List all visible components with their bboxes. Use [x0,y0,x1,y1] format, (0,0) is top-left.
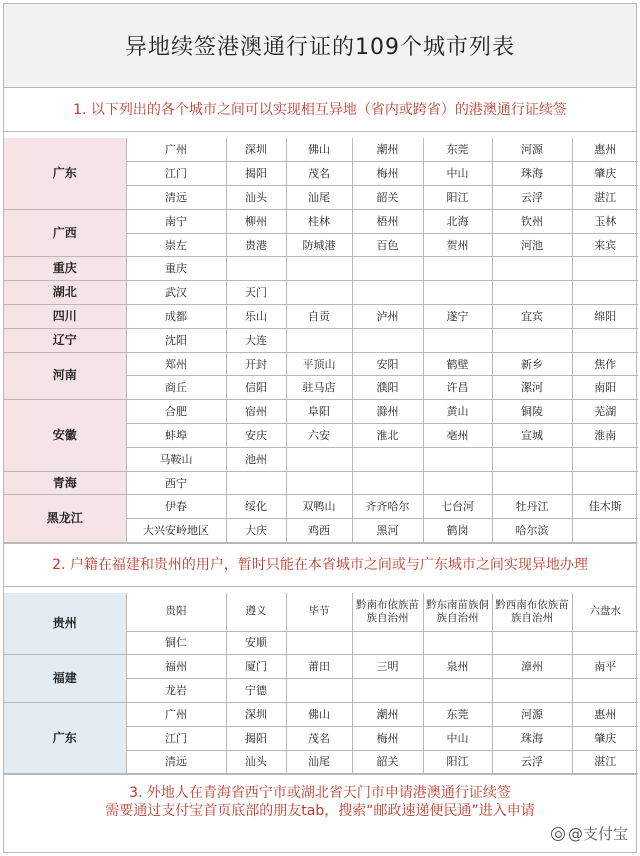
city-cell: 南阳 [572,376,638,400]
city-cell: 河源 [492,702,572,726]
city-cell [572,679,638,703]
city-cell: 商丘 [126,376,226,400]
table-row [4,593,638,631]
city-cell [423,471,492,495]
city-cell: 清远 [126,750,226,774]
city-cell: 伊春 [126,495,226,519]
city-cell [492,257,572,281]
city-cell: 西宁 [126,471,226,495]
city-list-document [3,3,637,853]
city-cell: 绵阳 [572,305,638,329]
province-cell: 广东 [4,702,126,773]
table-row [4,495,638,519]
table-row [4,471,638,495]
city-cell: 宣城 [492,424,572,448]
city-cell [352,281,423,305]
city-cell: 韶关 [352,750,423,774]
city-cell: 崇左 [126,233,226,257]
city-cell: 宿州 [226,400,286,424]
table-row [4,655,638,679]
table-row [4,138,638,162]
city-cell: 成都 [126,305,226,329]
city-cell: 铜仁 [126,631,226,655]
city-cell: 佳木斯 [572,495,638,519]
city-cell [572,281,638,305]
city-cell: 桂林 [286,209,352,233]
city-cell: 来宾 [572,233,638,257]
city-cell: 韶关 [352,186,423,210]
city-cell: 贵港 [226,233,286,257]
city-cell: 蚌埠 [126,424,226,448]
city-cell [572,257,638,281]
city-cell: 泉州 [423,655,492,679]
city-cell: 天门 [226,281,286,305]
province-cell: 黑龙江 [4,495,126,543]
fujian-guizhou-city-table [4,593,638,774]
city-cell: 深圳 [226,138,286,162]
city-cell: 合肥 [126,400,226,424]
city-cell: 黔南布依族苗族自治州 [352,593,423,631]
table-row [4,305,638,329]
city-cell: 百色 [352,233,423,257]
table-row [4,257,638,281]
city-cell: 黔东南苗族侗族自治州 [423,593,492,631]
city-cell: 郑州 [126,352,226,376]
city-cell: 梅州 [352,726,423,750]
province-cell: 湖北 [4,281,126,305]
city-cell: 许昌 [423,376,492,400]
watermark-text: @支付宝 [567,825,628,843]
city-cell: 汕尾 [286,186,352,210]
city-cell: 阳江 [423,750,492,774]
city-cell [352,679,423,703]
city-cell: 三明 [352,655,423,679]
city-cell: 黄山 [423,400,492,424]
city-cell [423,328,492,352]
province-cell: 福建 [4,655,126,703]
city-cell: 福州 [126,655,226,679]
city-cell: 池州 [226,447,286,471]
city-cell: 佛山 [286,702,352,726]
city-cell: 揭阳 [226,162,286,186]
city-cell [226,257,286,281]
city-cell [286,257,352,281]
city-cell: 梅州 [352,162,423,186]
city-cell: 黑河 [352,519,423,543]
note-2: 2. 户籍在福建和贵州的用户，暂时只能在本省城市之间或与广东城市之间实现异地办理 [4,543,636,587]
city-cell: 宜宾 [492,305,572,329]
province-cell: 重庆 [4,257,126,281]
city-cell: 钦州 [492,209,572,233]
city-cell: 阳江 [423,186,492,210]
city-cell: 遂宁 [423,305,492,329]
city-cell: 江门 [126,162,226,186]
city-cell [423,257,492,281]
city-cell: 河源 [492,138,572,162]
city-cell [423,631,492,655]
city-cell: 阜阳 [286,400,352,424]
city-cell: 贺州 [423,233,492,257]
city-cell: 鹤岗 [423,519,492,543]
table-row [4,281,638,305]
city-cell: 惠州 [572,138,638,162]
city-cell [492,679,572,703]
city-cell: 潮州 [352,702,423,726]
note-1: 1. 以下列出的各个城市之间可以实现相互异地（省内或跨省）的港澳通行证续签 [4,88,636,132]
city-cell [286,471,352,495]
city-cell: 驻马店 [286,376,352,400]
city-cell: 安庆 [226,424,286,448]
city-cell: 武汉 [126,281,226,305]
city-cell [423,679,492,703]
city-cell: 茂名 [286,726,352,750]
city-cell: 芜湖 [572,400,638,424]
weibo-icon [551,827,565,841]
note-3-line-1: 3. 外地人在青海省西宁市或湖北省天门市申请港澳通行证续签 [129,784,511,801]
city-cell: 贵阳 [126,593,226,631]
province-cell: 贵州 [4,593,126,655]
city-cell: 毕节 [286,593,352,631]
city-cell: 汕头 [226,186,286,210]
table-row [4,209,638,233]
note-3-line-2: 需要通过支付宝首页底部的朋友tab，搜索“邮政速递便民通”进入申请 [105,802,535,819]
city-cell: 鹤壁 [423,352,492,376]
city-cell: 新乡 [492,352,572,376]
city-cell: 六盘水 [572,593,638,631]
city-cell [492,328,572,352]
city-cell: 潮州 [352,138,423,162]
city-cell [423,281,492,305]
city-cell [286,679,352,703]
city-cell [286,447,352,471]
city-cell [572,519,638,543]
city-cell: 东莞 [423,138,492,162]
city-cell: 宁德 [226,679,286,703]
city-cell: 牡丹江 [492,495,572,519]
city-cell: 大兴安岭地区 [126,519,226,543]
city-cell: 汕头 [226,750,286,774]
province-cell: 广东 [4,138,126,209]
province-cell: 安徽 [4,400,126,471]
province-cell: 辽宁 [4,328,126,352]
city-cell: 清远 [126,186,226,210]
city-cell: 平顶山 [286,352,352,376]
city-cell [286,631,352,655]
city-cell: 佛山 [286,138,352,162]
city-cell: 漯河 [492,376,572,400]
city-cell [572,447,638,471]
city-cell: 铜陵 [492,400,572,424]
city-cell: 淮北 [352,424,423,448]
city-cell: 沈阳 [126,328,226,352]
city-cell: 肇庆 [572,726,638,750]
city-cell: 马鞍山 [126,447,226,471]
city-cell: 安顺 [226,631,286,655]
city-cell [423,447,492,471]
city-cell: 广州 [126,702,226,726]
city-cell: 南宁 [126,209,226,233]
city-cell: 亳州 [423,424,492,448]
city-cell [572,328,638,352]
city-cell [492,631,572,655]
city-cell: 湛江 [572,750,638,774]
city-cell: 柳州 [226,209,286,233]
city-cell: 河池 [492,233,572,257]
city-cell: 揭阳 [226,726,286,750]
city-cell: 汕尾 [286,750,352,774]
city-cell [492,471,572,495]
city-cell: 滁州 [352,400,423,424]
city-cell [352,447,423,471]
city-cell: 绥化 [226,495,286,519]
city-cell: 淮南 [572,424,638,448]
city-cell: 江门 [126,726,226,750]
city-cell: 湛江 [572,186,638,210]
city-cell: 中山 [423,162,492,186]
city-cell: 乐山 [226,305,286,329]
table-row [4,352,638,376]
province-cell: 青海 [4,471,126,495]
city-cell [352,328,423,352]
city-cell: 濮阳 [352,376,423,400]
page-title: 异地续签港澳通行证的109个城市列表 [4,4,636,88]
table-row [4,328,638,352]
city-cell: 双鸭山 [286,495,352,519]
table-row [4,702,638,726]
city-cell: 深圳 [226,702,286,726]
city-cell [572,631,638,655]
city-cell: 信阳 [226,376,286,400]
city-cell: 开封 [226,352,286,376]
city-cell: 玉林 [572,209,638,233]
province-cell: 河南 [4,352,126,400]
city-cell: 重庆 [126,257,226,281]
city-cell: 惠州 [572,702,638,726]
city-cell: 泸州 [352,305,423,329]
city-cell: 云浮 [492,750,572,774]
city-cell: 漳州 [492,655,572,679]
city-cell: 厦门 [226,655,286,679]
city-cell: 东莞 [423,702,492,726]
city-cell: 大庆 [226,519,286,543]
city-cell: 珠海 [492,162,572,186]
city-cell: 梧州 [352,209,423,233]
city-cell: 广州 [126,138,226,162]
city-cell: 七台河 [423,495,492,519]
city-cell: 中山 [423,726,492,750]
city-cell: 黔西南布依族苗族自治州 [492,593,572,631]
city-cell: 焦作 [572,352,638,376]
province-cell: 四川 [4,305,126,329]
city-cell: 珠海 [492,726,572,750]
city-cell: 茂名 [286,162,352,186]
city-cell: 南平 [572,655,638,679]
city-cell: 遵义 [226,593,286,631]
city-cell [572,471,638,495]
table-row [4,400,638,424]
city-cell [492,281,572,305]
city-cell: 莆田 [286,655,352,679]
city-cell [286,281,352,305]
city-cell [286,328,352,352]
city-cell: 大连 [226,328,286,352]
city-cell: 齐齐哈尔 [352,495,423,519]
city-cell: 云浮 [492,186,572,210]
city-cell: 哈尔滨 [492,519,572,543]
mutual-renewal-city-table [4,138,638,543]
city-cell: 肇庆 [572,162,638,186]
city-cell: 龙岩 [126,679,226,703]
city-cell [226,471,286,495]
city-cell: 北海 [423,209,492,233]
city-cell [352,631,423,655]
city-cell: 自贡 [286,305,352,329]
city-cell: 安阳 [352,352,423,376]
city-cell [492,447,572,471]
city-cell: 鸡西 [286,519,352,543]
note-3 [4,774,636,828]
city-cell [352,257,423,281]
city-cell: 六安 [286,424,352,448]
city-cell [352,471,423,495]
province-cell: 广西 [4,209,126,257]
city-cell: 防城港 [286,233,352,257]
alipay-watermark [551,823,628,844]
